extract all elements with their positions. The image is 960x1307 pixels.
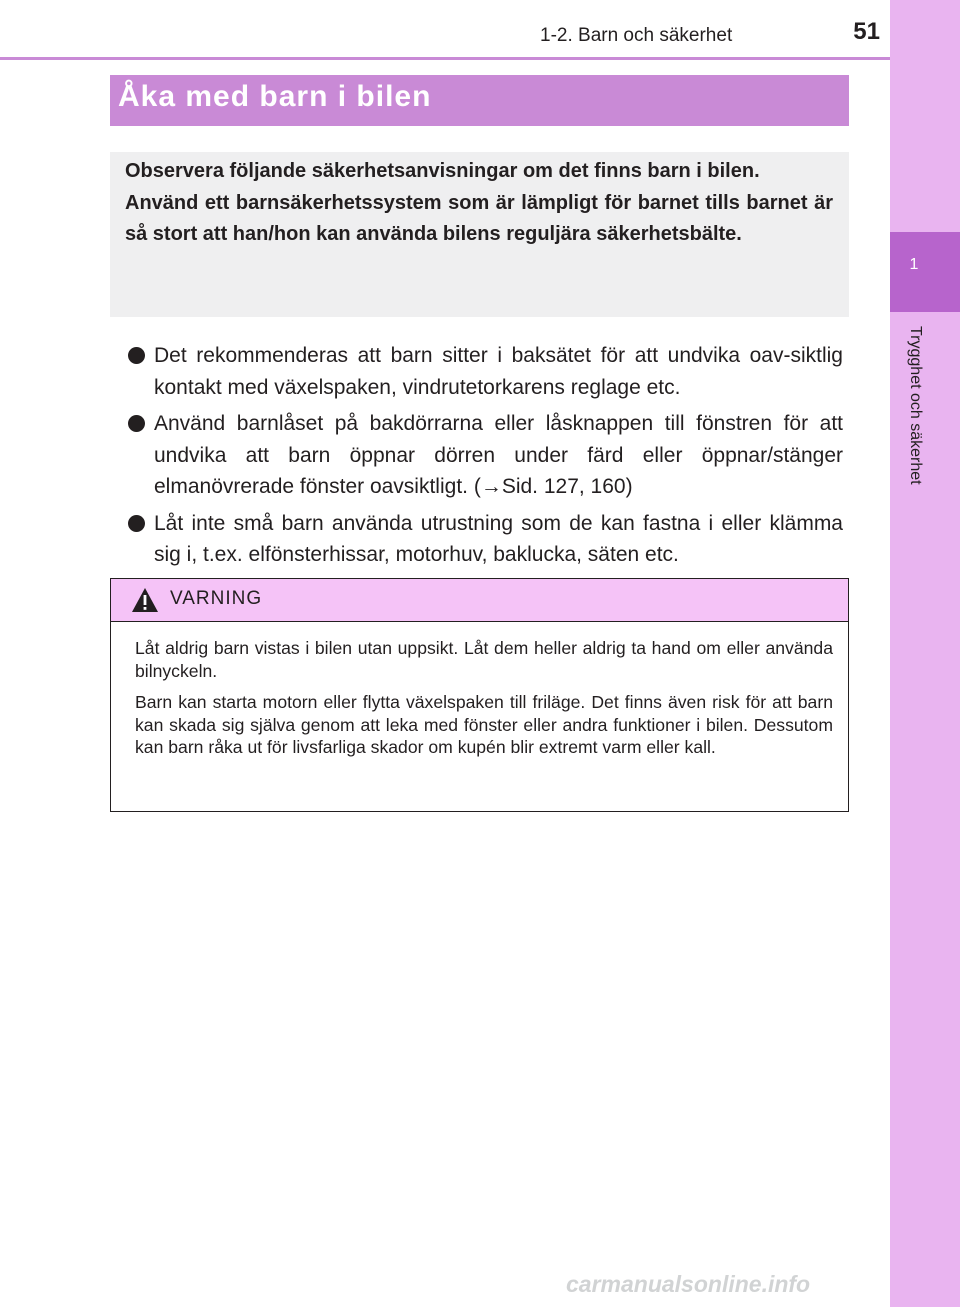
warning-box [110,578,849,812]
chapter-side-tab [890,0,960,1307]
bullet-text: Låt inte små barn använda utrustning som de kan fastna i eller klämma sig i, t.ex. elfönsterhissar, motorhuv, baklucka, säten etc. [154,511,843,566]
page-number: 51 [853,18,880,45]
bullet-icon [128,515,145,532]
warning-paragraph: Barn kan starta motorn eller flytta växelspaken till friläge. Det finns även risk för att barn kan skada sig själva genom att leka med fönster eller andra funktioner i bilen. Dessutom kan barn råka ut för livsfarliga skador om kupén blir extremt varm eller kall. [135,692,833,757]
header-divider [0,57,890,60]
section-heading: 1-2. Barn och säkerhet [540,25,733,46]
page-title: Åka med barn i bilen [118,80,432,113]
list-item [128,340,843,403]
warning-paragraph: Låt aldrig barn vistas i bilen utan uppsikt. Låt dem heller aldrig ta hand om eller använda bilnyckeln. [135,638,833,681]
info-text [125,156,833,251]
warning-header [111,579,848,622]
warning-title: VARNING [170,588,263,609]
warning-triangle-icon [131,587,159,613]
bullet-text: Använd barnlåset på bakdörrarna eller låsknappen till fönstren för att undvika att barn öppnar dörren under färd eller öppnar/stänger elmanövrerade fönster oavsiktligt. (→Sid. 127, 160) [154,412,843,498]
bullet-text: Det rekommenderas att barn sitter i baksätet för att undvika oav-siktlig kontakt med växelspaken, vindrutetorkarens reglage etc. [154,344,843,399]
info-line: Använd ett barnsäkerhetssystem som är lämpligt för barnet tills barnet är så stort att han/hon kan använda bilens reguljära säkerhetsbälte. [125,191,833,245]
chapter-number: 1 [909,256,919,273]
info-line: Observera följande säkerhetsanvisningar om det finns barn i bilen. [125,160,760,182]
watermark: carmanualsonline.info [566,1271,811,1297]
list-item [128,508,843,571]
bullet-list [128,340,843,576]
warning-body [135,637,833,768]
list-item [128,408,843,503]
bullet-icon [128,347,145,364]
chapter-label: Trygghet och säkerhet [907,326,924,485]
bullet-icon [128,415,145,432]
